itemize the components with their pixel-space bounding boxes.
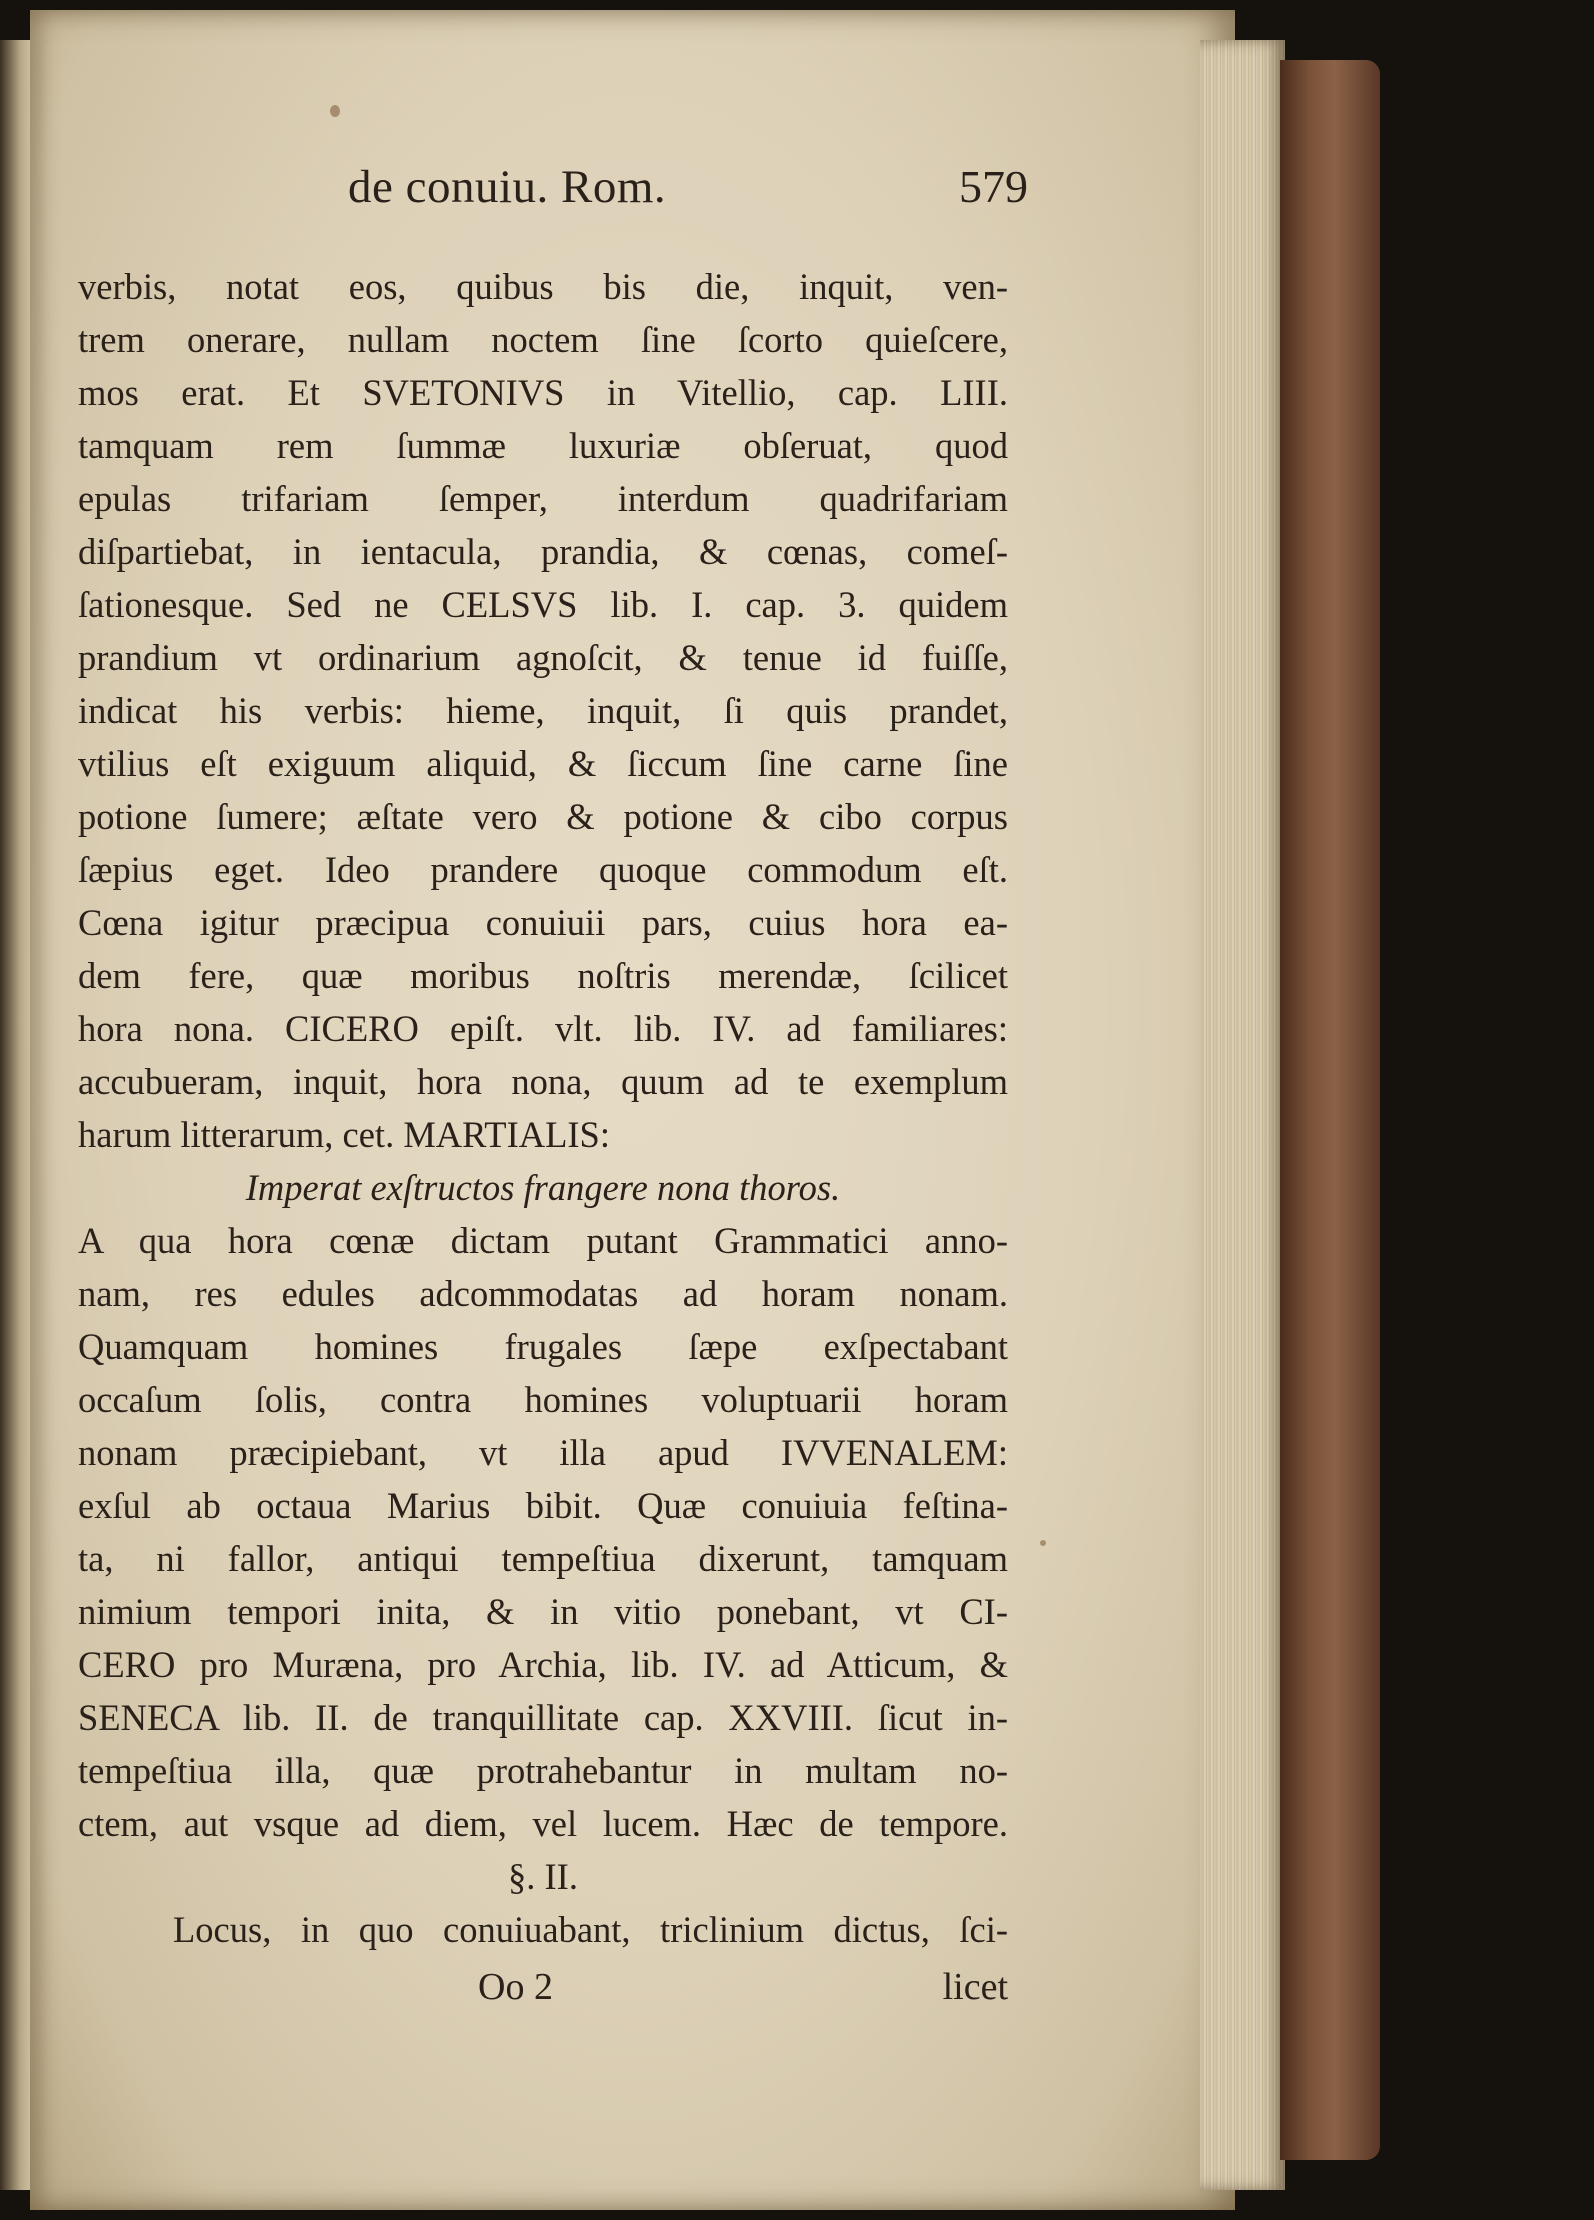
text-line: dem fere, quæ moribus noſtris merendæ, ſcilicet — [78, 955, 1008, 996]
text-line: potione ſumere; æſtate vero & potione & cibo corpus — [78, 796, 1008, 837]
catchword: licet — [942, 1966, 1008, 2008]
text-line: Locus, in quo conuiuabant, triclinium dictus, ſci- — [173, 1909, 1008, 1950]
page-edges — [1200, 40, 1285, 2190]
text-line: nonam præcipiebant, vt illa apud IVVENALEM: — [78, 1432, 1008, 1473]
text-line: accubueram, inquit, hora nona, quum ad te exemplum — [78, 1061, 1008, 1102]
text-line: verbis, notat eos, quibus bis die, inquit, ven- — [78, 266, 1008, 307]
text-line: nam, res edules adcommodatas ad horam nonam. — [78, 1273, 1008, 1314]
section-heading: §. II. — [508, 1856, 578, 1897]
text-line: exſul ab octaua Marius bibit. Quæ conuiuia feſtina- — [78, 1485, 1008, 1526]
text-line: harum litterarum, cet. MARTIALIS: — [78, 1114, 610, 1155]
text-line: diſpartiebat, in ientacula, prandia, & cœnas, comeſ- — [78, 531, 1008, 572]
leather-cover — [1280, 60, 1380, 2160]
text-line: prandium vt ordinarium agnoſcit, & tenue id fuiſſe, — [78, 637, 1008, 678]
text-line: vtilius eſt exiguum aliquid, & ſiccum ſine carne ſine — [78, 743, 1008, 784]
text-line: ctem, aut vsque ad diem, vel lucem. Hæc de tempore. — [78, 1803, 1008, 1844]
text-line: epulas trifariam ſemper, interdum quadrifariam — [78, 478, 1008, 519]
text-line: indicat his verbis: hieme, inquit, ſi quis prandet, — [78, 690, 1008, 731]
foxing-spot — [1040, 1540, 1046, 1546]
text-line: CERO pro Muræna, pro Archia, lib. IV. ad Atticum, & — [78, 1644, 1008, 1685]
page-header — [348, 160, 1028, 220]
text-line: ta, ni fallor, antiqui tempeſtiua dixerunt, tamquam — [78, 1538, 1008, 1579]
running-head: de conuiu. Rom. — [348, 161, 667, 213]
text-line: hora nona. CICERO epiſt. vlt. lib. IV. ad familiares: — [78, 1008, 1008, 1049]
text-line: nimium tempori inita, & in vitio ponebant, vt CI- — [78, 1591, 1008, 1632]
page-footer — [78, 1965, 1008, 2015]
foxing-spot — [330, 105, 340, 117]
text-line: mos erat. Et SVETONIVS in Vitellio, cap. LIII. — [78, 372, 1008, 413]
previous-page-edge — [0, 40, 34, 2190]
text-line: ſationesque. Sed ne CELSVS lib. I. cap. 3. quidem — [78, 584, 1008, 625]
text-line: ſæpius eget. Ideo prandere quoque commodum eſt. — [78, 849, 1008, 890]
signature-mark: Oo 2 — [478, 1966, 553, 2008]
text-line: A qua hora cœnæ dictam putant Grammatici anno- — [78, 1220, 1008, 1261]
verse-quotation: Imperat exſtructos frangere nona thoros. — [245, 1167, 841, 1208]
text-line: occaſum ſolis, contra homines voluptuarii horam — [78, 1379, 1008, 1420]
text-line: tamquam rem ſummæ luxuriæ obſeruat, quod — [78, 425, 1008, 466]
page-number: 579 — [959, 161, 1028, 212]
text-line: tempeſtiua illa, quæ protrahebantur in multam no- — [78, 1750, 1008, 1791]
text-line: SENECA lib. II. de tranquillitate cap. XXVIII. ſicut in- — [78, 1697, 1008, 1738]
text-line: trem onerare, nullam noctem ſine ſcorto quieſcere, — [78, 319, 1008, 360]
text-line: Cœna igitur præcipua conuiuii pars, cuius hora ea- — [78, 902, 1008, 943]
text-line: Quamquam homines frugales ſæpe exſpectabant — [78, 1326, 1008, 1367]
book-page — [30, 10, 1235, 2210]
